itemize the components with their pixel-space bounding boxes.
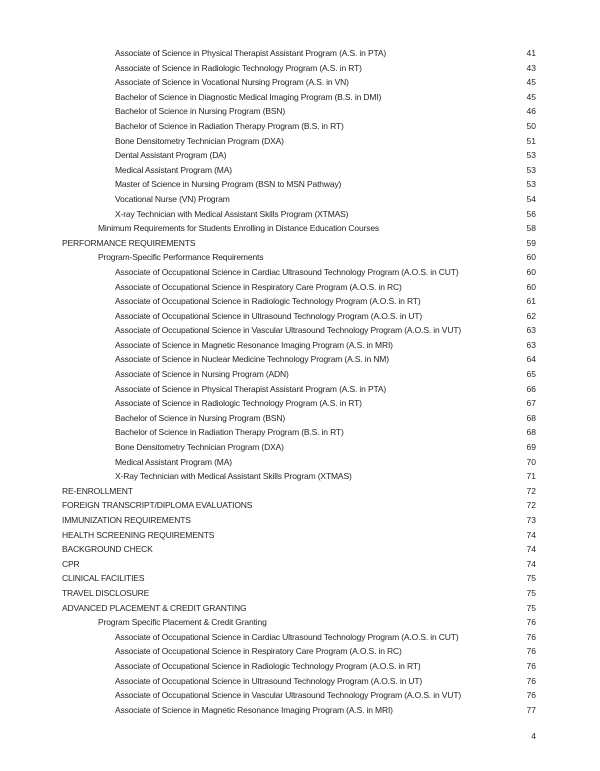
toc-entry-page: 56: [526, 208, 536, 219]
toc-entry-page: 72: [526, 500, 536, 511]
toc-entry-label: Associate of Occupational Science in Vascular Ultrasound Technology Program (A.O.S. in VUT): [115, 325, 462, 336]
toc-entry-label: Associate of Occupational Science in Radiologic Technology Program (A.O.S. in RT): [115, 660, 421, 671]
toc-entry-page: 41: [526, 48, 536, 58]
toc-entry[interactable]: [62, 603, 536, 618]
toc-entry-label: Associate of Occupational Science in Radiologic Technology Program (A.O.S. in RT): [115, 296, 421, 307]
toc-entry[interactable]: [62, 690, 536, 705]
toc-entry[interactable]: [62, 209, 536, 224]
toc-entry-label: Associate of Science in Magnetic Resonance Imaging Program (A.S. in MRI): [115, 704, 393, 715]
toc-entry-label: Associate of Science in Radiologic Technology Program (A.S. in RT): [115, 398, 362, 409]
toc-entry-page: 50: [526, 120, 536, 131]
toc-entry-label: Associate of Science in Physical Therapist Assistant Program (A.S. in PTA): [115, 48, 387, 58]
toc-entry[interactable]: [62, 121, 536, 136]
toc-entry-label: HEALTH SCREENING REQUIREMENTS: [62, 529, 215, 540]
toc-entry[interactable]: [62, 252, 536, 267]
toc-entry-page: 53: [526, 150, 536, 161]
toc-entry-label: Bachelor of Science in Radiation Therapy Program (B.S. in RT): [115, 120, 344, 131]
toc-entry-label: Bachelor of Science in Diagnostic Medical Imaging Program (B.S. in DMI): [115, 91, 382, 102]
toc-entry-label: Associate of Science in Nursing Program (ADN): [115, 369, 289, 380]
toc-entry-page: 75: [526, 587, 536, 598]
toc-entry-page: 64: [526, 354, 536, 365]
toc-entry[interactable]: [62, 223, 536, 238]
toc-entry[interactable]: [62, 486, 536, 501]
toc-entry-label: Bachelor of Science in Nursing Program (BSN): [115, 412, 286, 423]
toc-entry-page: 75: [526, 573, 536, 584]
toc-entry-page: 54: [526, 193, 536, 204]
toc-entry-label: CPR: [62, 558, 80, 569]
toc-entry-page: 75: [526, 602, 536, 613]
toc-entry[interactable]: [62, 471, 536, 486]
toc-entry-label: X-ray Technician with Medical Assistant Skills Program (XTMAS): [115, 208, 349, 219]
toc-entry-page: 77: [526, 704, 536, 715]
toc-entry-label: Dental Assistant Program (DA): [115, 150, 227, 161]
toc-entry-label: Associate of Occupational Science in Ultrasound Technology Program (A.O.S. in UT): [115, 675, 423, 686]
toc-entry[interactable]: [62, 106, 536, 121]
toc-entry-page: 63: [526, 325, 536, 336]
toc-entry-label: PERFORMANCE REQUIREMENTS: [62, 237, 196, 248]
toc-entry[interactable]: [62, 705, 536, 720]
toc-entry-page: 76: [526, 660, 536, 671]
toc-entry-page: 76: [526, 617, 536, 628]
toc-entry-page: 76: [526, 690, 536, 701]
toc-entry-label: Bone Densitometry Technician Program (DXA): [115, 135, 284, 146]
toc-entry-page: 51: [526, 135, 536, 146]
toc-entry-page: 72: [526, 485, 536, 496]
toc-entry[interactable]: [62, 544, 536, 559]
toc-entry[interactable]: [62, 384, 536, 399]
toc-entry-label: X-Ray Technician with Medical Assistant Skills Program (XTMAS): [115, 471, 352, 482]
toc-entry[interactable]: [62, 427, 536, 442]
toc-entry[interactable]: [62, 530, 536, 545]
toc-entry-label: Program-Specific Performance Requirements: [98, 252, 264, 263]
toc-entry[interactable]: [62, 238, 536, 253]
toc-entry[interactable]: [62, 340, 536, 355]
toc-entry-label: Associate of Science in Radiologic Technology Program (A.S. in RT): [115, 62, 362, 73]
toc-entry[interactable]: [62, 92, 536, 107]
toc-entry[interactable]: [62, 398, 536, 413]
toc-entry[interactable]: [62, 165, 536, 180]
toc-entry-label: Associate of Occupational Science in Respiratory Care Program (A.O.S. in RC): [115, 646, 402, 657]
toc-entry-label: Program Specific Placement & Credit Granting: [98, 617, 267, 628]
toc-entry[interactable]: [62, 354, 536, 369]
toc-entry[interactable]: [62, 296, 536, 311]
toc-entry[interactable]: [62, 63, 536, 78]
toc-entry-label: Associate of Occupational Science in Ultrasound Technology Program (A.O.S. in UT): [115, 310, 423, 321]
toc-entry-page: 58: [526, 223, 536, 234]
toc-entry-label: Vocational Nurse (VN) Program: [115, 193, 230, 204]
toc-entry[interactable]: [62, 136, 536, 151]
toc-entry-page: 68: [526, 427, 536, 438]
toc-entry[interactable]: [62, 559, 536, 574]
toc-entry-label: Medical Assistant Program (MA): [115, 164, 232, 175]
toc-entry[interactable]: [62, 77, 536, 92]
toc-entry-page: 71: [526, 471, 536, 482]
toc-entry-label: Associate of Occupational Science in Cardiac Ultrasound Technology Program (A.O.S. in CUT): [115, 631, 459, 642]
toc-list: [62, 48, 536, 719]
toc-entry-page: 59: [526, 237, 536, 248]
toc-entry-page: 43: [526, 62, 536, 73]
toc-entry-label: Associate of Science in Magnetic Resonance Imaging Program (A.S. in MRI): [115, 339, 393, 350]
toc-entry[interactable]: [62, 194, 536, 209]
toc-entry-label: IMMUNIZATION REQUIREMENTS: [62, 515, 191, 525]
toc-entry-label: Bachelor of Science in Nursing Program (BSN): [115, 106, 286, 117]
toc-entry-label: BACKGROUND CHECK: [62, 544, 153, 555]
toc-entry-label: Bachelor of Science in Radiation Therapy Program (B.S. in RT): [115, 427, 344, 438]
toc-entry[interactable]: [62, 369, 536, 384]
toc-entry-label: ADVANCED PLACEMENT & CREDIT GRANTING: [62, 602, 247, 613]
toc-entry[interactable]: [62, 588, 536, 603]
toc-entry-page: 45: [526, 77, 536, 88]
toc-entry[interactable]: [62, 515, 536, 530]
toc-entry-page: 62: [526, 310, 536, 321]
toc-entry-label: FOREIGN TRANSCRIPT/DIPLOMA EVALUATIONS: [62, 500, 253, 511]
toc-entry-label: Medical Assistant Program (MA): [115, 456, 232, 467]
toc-entry-label: Bone Densitometry Technician Program (DXA): [115, 442, 284, 453]
toc-entry-label: CLINICAL FACILITIES: [62, 573, 145, 584]
toc-entry[interactable]: [62, 442, 536, 457]
toc-entry-label: Associate of Science in Physical Therapist Assistant Program (A.S. in PTA): [115, 383, 387, 394]
toc-entry-label: Associate of Occupational Science in Cardiac Ultrasound Technology Program (A.O.S. in CUT): [115, 266, 459, 277]
toc-entry-page: 63: [526, 339, 536, 350]
toc-entry[interactable]: [62, 676, 536, 691]
toc-entry[interactable]: [62, 457, 536, 472]
toc-entry-page: 66: [526, 383, 536, 394]
toc-entry[interactable]: [62, 267, 536, 282]
toc-entry-page: 60: [526, 266, 536, 277]
toc-entry-page: 76: [526, 631, 536, 642]
toc-entry-page: 70: [526, 456, 536, 467]
toc-entry[interactable]: [62, 646, 536, 661]
toc-entry[interactable]: [62, 573, 536, 588]
toc-entry-page: 74: [526, 544, 536, 555]
page-number-footer: 4: [531, 731, 536, 741]
toc-entry-page: 73: [526, 515, 536, 525]
toc-entry[interactable]: [62, 413, 536, 428]
toc-entry[interactable]: [62, 311, 536, 326]
toc-entry-page: 53: [526, 164, 536, 175]
toc-entry-page: 74: [526, 529, 536, 540]
toc-entry-page: 65: [526, 369, 536, 380]
toc-entry-page: 60: [526, 281, 536, 292]
toc-entry-label: TRAVEL DISCLOSURE: [62, 587, 150, 598]
toc-entry[interactable]: [62, 48, 536, 63]
toc-entry-label: Associate of Occupational Science in Respiratory Care Program (A.O.S. in RC): [115, 281, 402, 292]
toc-entry[interactable]: [62, 282, 536, 297]
toc-entry-page: 76: [526, 646, 536, 657]
toc-entry-label: Master of Science in Nursing Program (BSN to MSN Pathway): [115, 179, 342, 190]
toc-entry-label: Minimum Requirements for Students Enrolling in Distance Education Courses: [98, 223, 380, 234]
toc-entry-label: Associate of Occupational Science in Vascular Ultrasound Technology Program (A.O.S. in VUT): [115, 690, 462, 701]
toc-entry-page: 53: [526, 179, 536, 190]
toc-entry-page: 46: [526, 106, 536, 117]
toc-entry[interactable]: [62, 179, 536, 194]
toc-entry-page: 74: [526, 558, 536, 569]
toc-entry[interactable]: [62, 325, 536, 340]
toc-entry-label: RE-ENROLLMENT: [62, 485, 133, 496]
toc-entry-label: Associate of Science in Vocational Nursing Program (A.S. in VN): [115, 77, 349, 88]
toc-entry-page: 61: [526, 296, 536, 307]
toc-entry[interactable]: [62, 617, 536, 632]
toc-entry[interactable]: [62, 150, 536, 165]
toc-entry-page: 45: [526, 91, 536, 102]
toc-entry-page: 69: [526, 442, 536, 453]
toc-entry[interactable]: [62, 632, 536, 647]
toc-entry[interactable]: [62, 500, 536, 515]
toc-entry[interactable]: [62, 661, 536, 676]
toc-entry-page: 76: [526, 675, 536, 686]
toc-entry-page: 68: [526, 412, 536, 423]
toc-entry-label: Associate of Science in Nuclear Medicine Technology Program (A.S. in NM): [115, 354, 389, 365]
toc-entry-page: 60: [526, 252, 536, 263]
toc-entry-page: 67: [526, 398, 536, 409]
